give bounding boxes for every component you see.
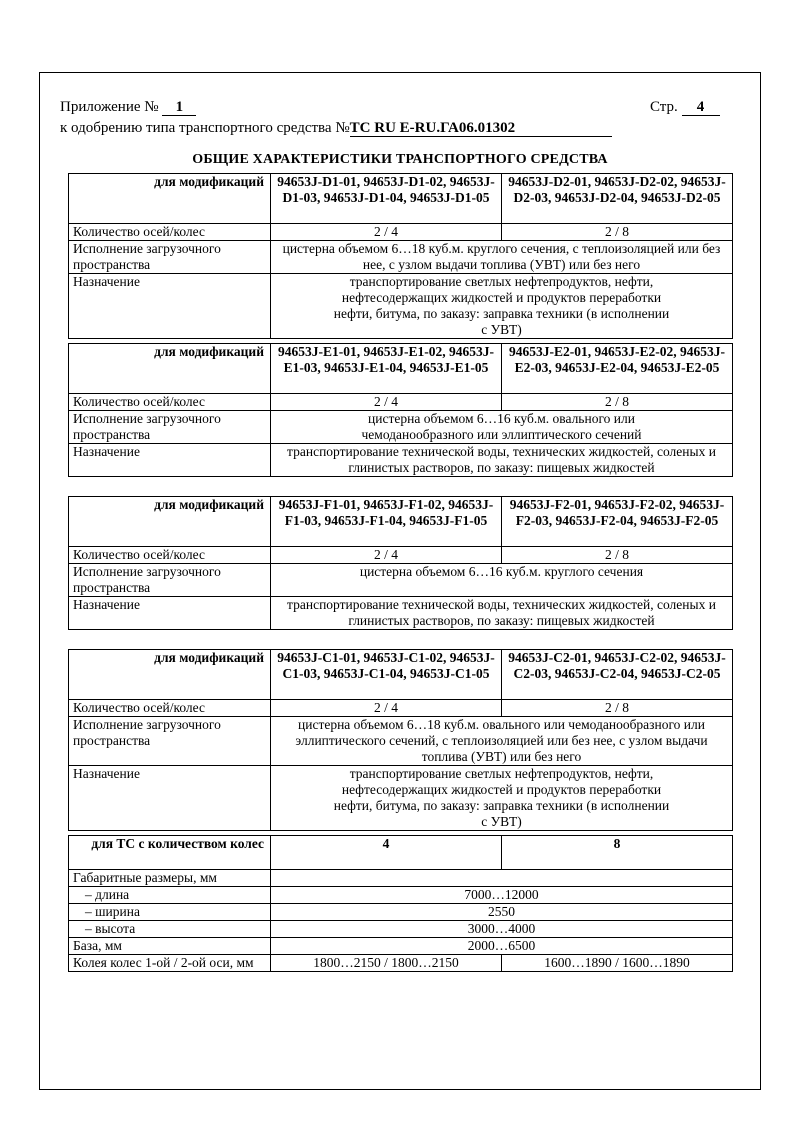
purpose-value: транспортирование технической воды, технических жидкостей, соленых и глинистых растворов, по заказу: пищевых жидкостей — [271, 444, 733, 477]
purpose-label: Назначение — [69, 274, 271, 339]
width-value: 2550 — [271, 904, 733, 921]
page-number-line — [650, 99, 720, 116]
mods-b: 94653J-F2-01, 94653J-F2-02, 94653J-F2-03, 94653J-F2-04, 94653J-F2-05 — [502, 497, 733, 547]
dims-col-a: 4 — [271, 836, 502, 870]
mods-label: для модификаций — [69, 174, 271, 224]
table-row — [69, 650, 733, 700]
table-row — [69, 444, 733, 477]
table-row — [69, 887, 733, 904]
dimensions-table — [68, 835, 733, 972]
table-row — [69, 955, 733, 972]
axles-label: Количество осей/колес — [69, 547, 271, 564]
width-label: ширина — [95, 904, 140, 919]
base-label: База, мм — [69, 938, 271, 955]
table-row — [69, 174, 733, 224]
body-value: цистерна объемом 6…16 куб.м. овального или чемоданообразного или эллиптического сечений — [271, 411, 733, 444]
purpose-label: Назначение — [69, 597, 271, 630]
mods-label: для модификаций — [69, 497, 271, 547]
height-label: высота — [95, 921, 136, 936]
axles-label: Количество осей/колес — [69, 394, 271, 411]
table-row — [69, 411, 733, 444]
axles-b: 2 / 8 — [502, 394, 733, 411]
table-row — [69, 921, 733, 938]
table-row — [69, 766, 733, 831]
purpose-value: транспортирование технической воды, технических жидкостей, соленых и глинистых растворов, по заказу: пищевых жидкостей — [271, 597, 733, 630]
mods-b: 94653J-E2-01, 94653J-E2-02, 94653J-E2-03, 94653J-E2-04, 94653J-E2-05 — [502, 344, 733, 394]
table-row — [69, 700, 733, 717]
dash: – — [85, 921, 92, 936]
table-row — [69, 241, 733, 274]
axles-a: 2 / 4 — [271, 547, 502, 564]
mods-label: для модификаций — [69, 650, 271, 700]
purpose-label: Назначение — [69, 766, 271, 831]
purpose-label: Назначение — [69, 444, 271, 477]
width-label-cell — [69, 904, 271, 921]
table-row — [69, 564, 733, 597]
body-label: Исполнение загрузочного пространства — [69, 564, 271, 597]
appendix-number: 1 — [162, 100, 196, 116]
modification-table-1 — [68, 173, 733, 339]
table-row — [69, 938, 733, 955]
page-label: Стр. — [650, 99, 678, 115]
table-row — [69, 497, 733, 547]
track-b: 1600…1890 / 1600…1890 — [502, 955, 733, 972]
approval-number: ТС RU E-RU.ГА06.01302 — [350, 121, 612, 137]
table-row — [69, 597, 733, 630]
mods-a: 94653J-D1-01, 94653J-D1-02, 94653J-D1-03, 94653J-D1-04, 94653J-D1-05 — [271, 174, 502, 224]
axles-a: 2 / 4 — [271, 224, 502, 241]
document-title: ОБЩИЕ ХАРАКТЕРИСТИКИ ТРАНСПОРТНОГО СРЕДСТВА — [192, 152, 608, 167]
axles-a: 2 / 4 — [271, 700, 502, 717]
table-row — [69, 394, 733, 411]
length-value: 7000…12000 — [271, 887, 733, 904]
mods-a: 94653J-C1-01, 94653J-C1-02, 94653J-C1-03, 94653J-C1-04, 94653J-C1-05 — [271, 650, 502, 700]
modification-table-3 — [68, 496, 733, 630]
axles-b: 2 / 8 — [502, 700, 733, 717]
table-row — [69, 344, 733, 394]
table-row — [69, 717, 733, 766]
table-row — [69, 224, 733, 241]
axles-b: 2 / 8 — [502, 224, 733, 241]
appendix-line — [60, 99, 196, 116]
dash: – — [85, 887, 92, 902]
modification-table-2 — [68, 343, 733, 477]
appendix-label: Приложение № — [60, 99, 159, 115]
axles-b: 2 / 8 — [502, 547, 733, 564]
dims-col-b: 8 — [502, 836, 733, 870]
page-number: 4 — [682, 100, 720, 116]
length-label: длина — [95, 887, 130, 902]
mods-b: 94653J-D2-01, 94653J-D2-02, 94653J-D2-03, 94653J-D2-04, 94653J-D2-05 — [502, 174, 733, 224]
dash: – — [85, 904, 92, 919]
axles-label: Количество осей/колес — [69, 700, 271, 717]
approval-text: к одобрению типа транспортного средства № — [60, 120, 350, 136]
body-label: Исполнение загрузочного пространства — [69, 717, 271, 766]
track-a: 1800…2150 / 1800…2150 — [271, 955, 502, 972]
mods-a: 94653J-F1-01, 94653J-F1-02, 94653J-F1-03, 94653J-F1-04, 94653J-F1-05 — [271, 497, 502, 547]
mods-label: для модификаций — [69, 344, 271, 394]
height-value: 3000…4000 — [271, 921, 733, 938]
axles-label: Количество осей/колес — [69, 224, 271, 241]
body-label: Исполнение загрузочного пространства — [69, 411, 271, 444]
purpose-value: транспортирование светлых нефтепродуктов, нефти, нефтесодержащих жидкостей и продуктов переработки нефти, битума, по заказу: заправка техники (в исполнении с УВТ) — [271, 274, 733, 339]
purpose-value: транспортирование светлых нефтепродуктов, нефти, нефтесодержащих жидкостей и продуктов переработки нефти, битума, по заказу: заправка техники (в исполнении с УВТ) — [271, 766, 733, 831]
table-row — [69, 836, 733, 870]
table-row — [69, 870, 733, 887]
body-value: цистерна объемом 6…16 куб.м. круглого сечения — [271, 564, 733, 597]
track-label: Колея колес 1-ой / 2-ой оси, мм — [69, 955, 271, 972]
length-label-cell — [69, 887, 271, 904]
modification-table-4 — [68, 649, 733, 831]
approval-line — [60, 120, 612, 137]
body-value: цистерна объемом 6…18 куб.м. овального или чемоданообразного или эллиптического сечений, с теплоизоляцией или без нее, с узлом выдачи топлива (УВТ) или без него — [271, 717, 733, 766]
overall-label: Габаритные размеры, мм — [69, 870, 271, 887]
height-label-cell — [69, 921, 271, 938]
body-value: цистерна объемом 6…18 куб.м. круглого сечения, с теплоизоляцией или без нее, с узлом выдачи топлива (УВТ) или без него — [271, 241, 733, 274]
table-row — [69, 547, 733, 564]
base-value: 2000…6500 — [271, 938, 733, 955]
dims-header-label: для ТС с количеством колес — [69, 836, 271, 870]
table-row — [69, 904, 733, 921]
axles-a: 2 / 4 — [271, 394, 502, 411]
body-label: Исполнение загрузочного пространства — [69, 241, 271, 274]
mods-b: 94653J-C2-01, 94653J-C2-02, 94653J-C2-03, 94653J-C2-04, 94653J-C2-05 — [502, 650, 733, 700]
table-row — [69, 274, 733, 339]
mods-a: 94653J-E1-01, 94653J-E1-02, 94653J-E1-03, 94653J-E1-04, 94653J-E1-05 — [271, 344, 502, 394]
